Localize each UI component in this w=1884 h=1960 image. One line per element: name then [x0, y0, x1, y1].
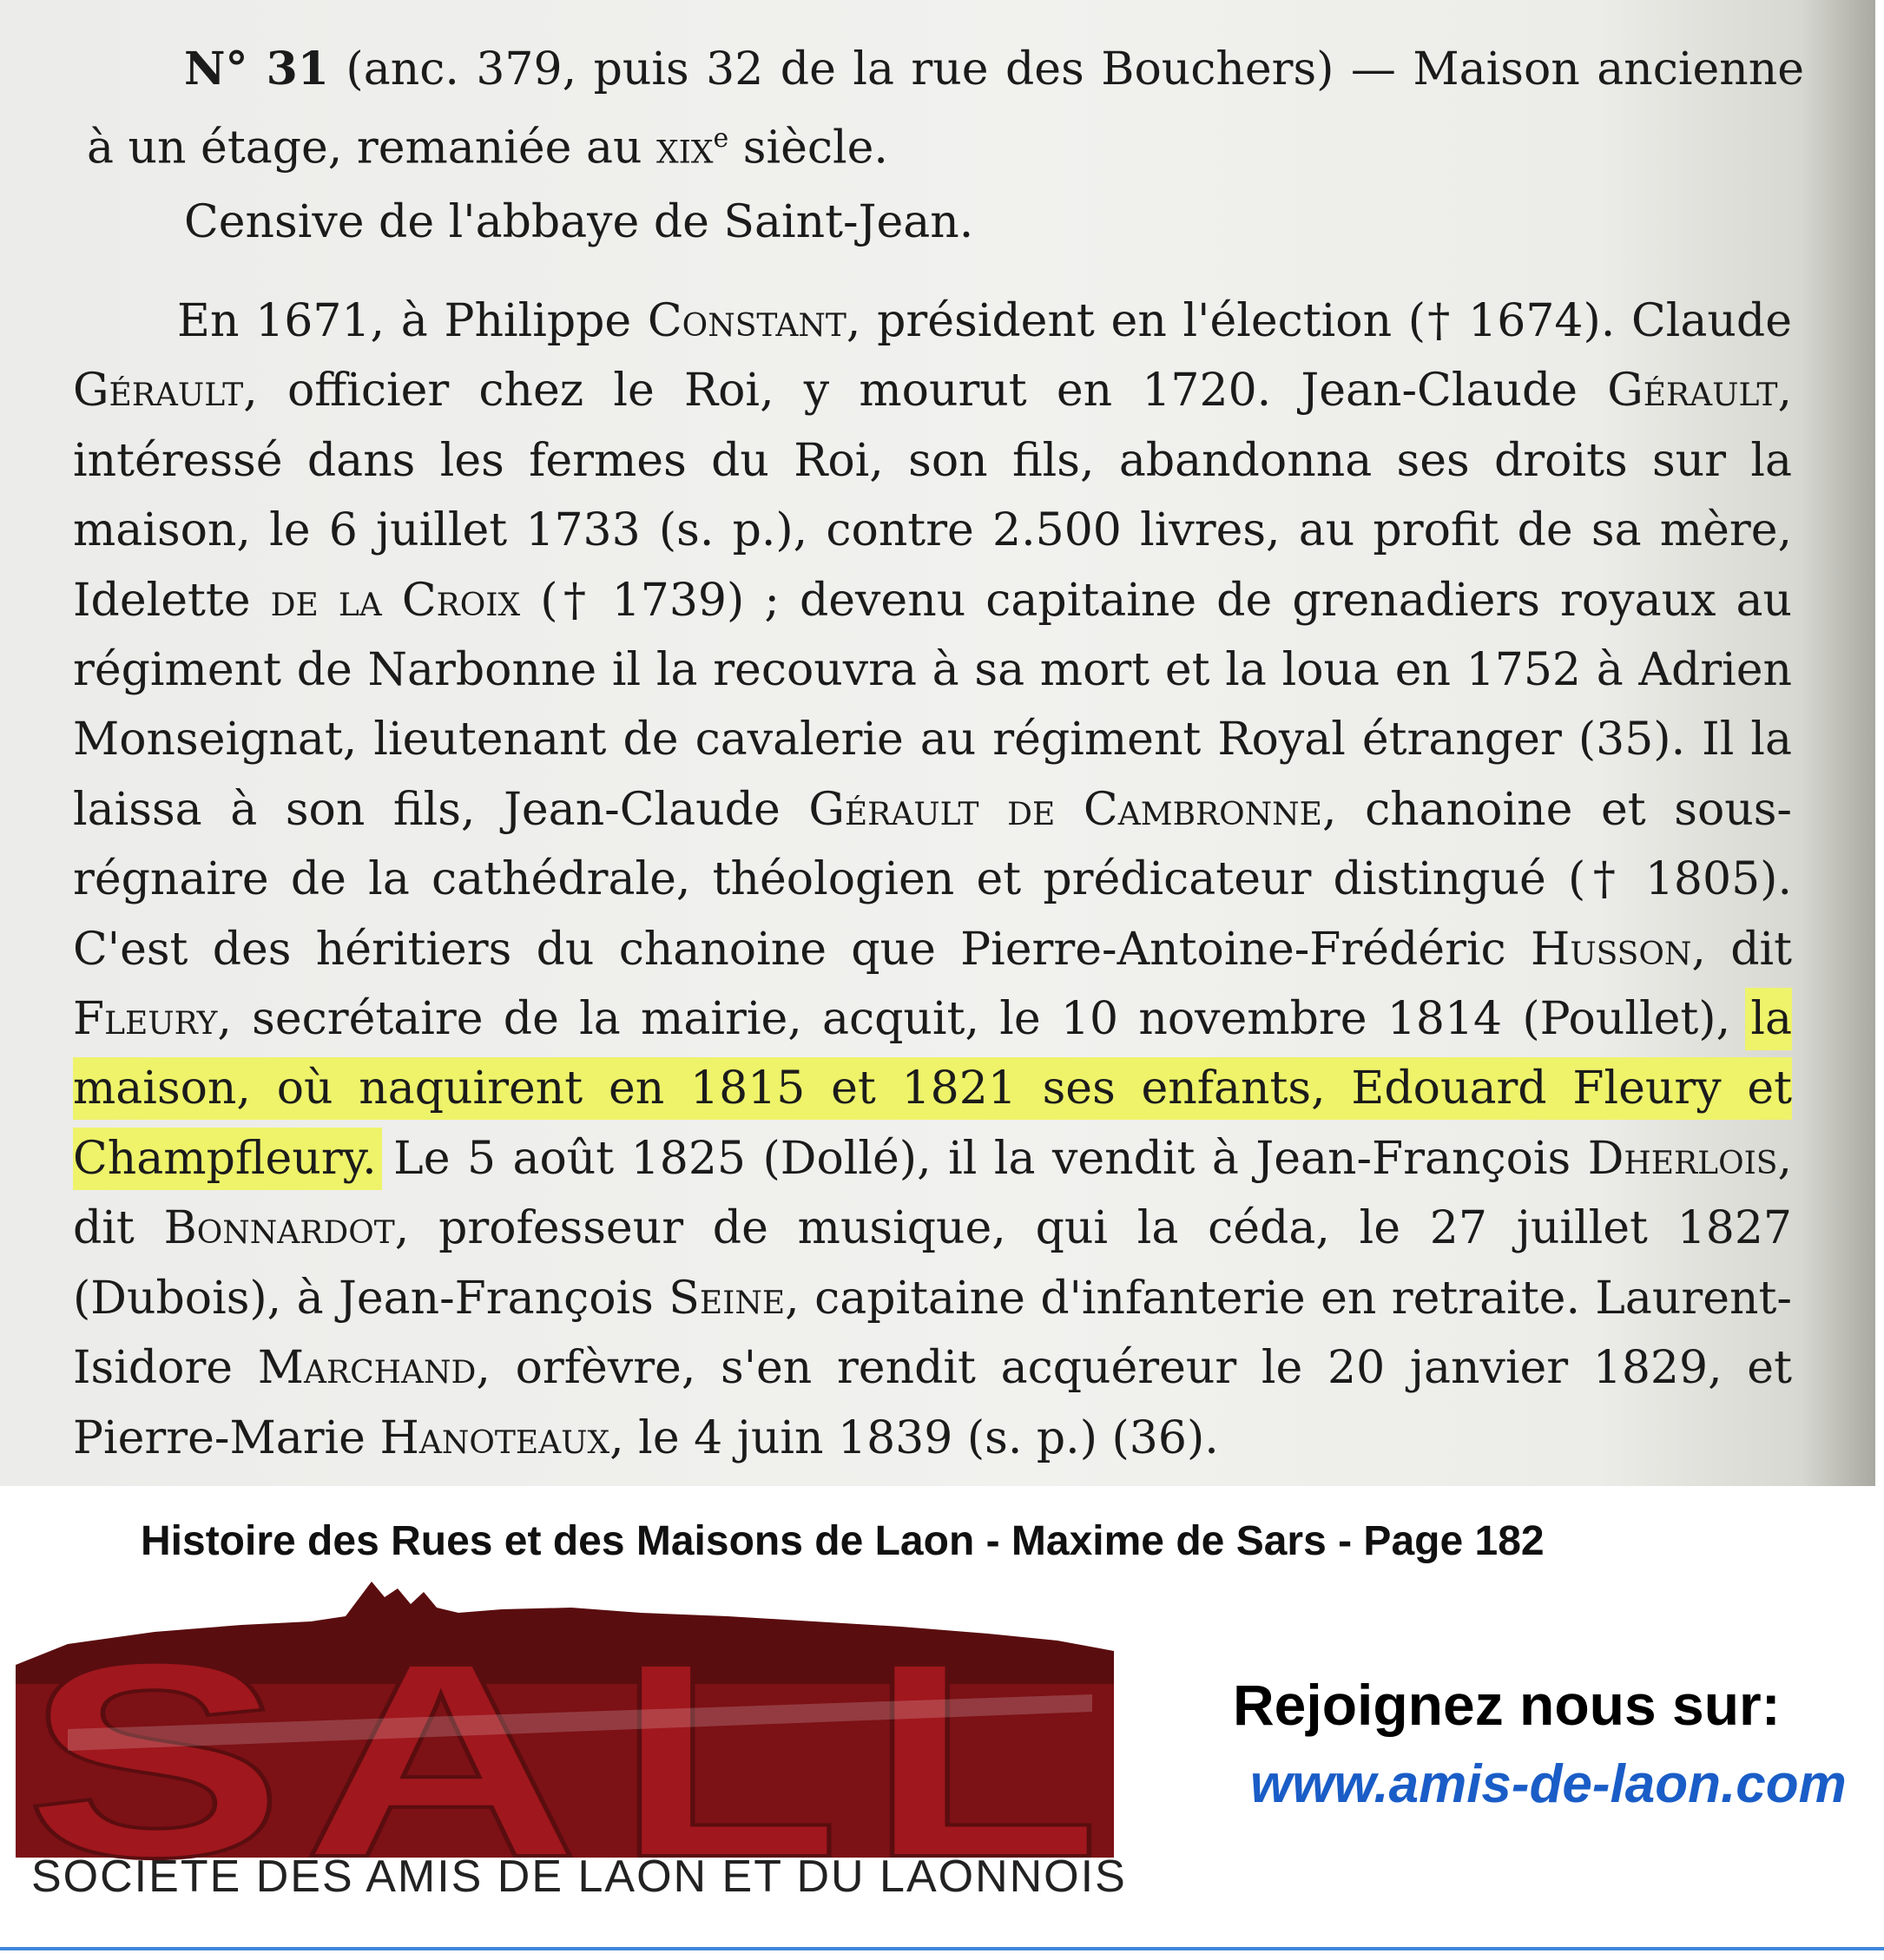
logo-letter-l2: L	[866, 1604, 1101, 1868]
logo-subtitle: SOCIETE DES AMIS DE LAON ET DU LAONNOIS	[31, 1851, 1127, 1902]
text-segment: , secrétaire de la mairie, acquit, le 10 novembre 1814 (Poullet),	[217, 993, 1751, 1046]
surname: Bonnardot	[163, 1202, 395, 1255]
text-segment: , orfèvre, s'en rendit acquéreur le 20 janvier 1829, et Pierre-Marie	[73, 1342, 1792, 1464]
surname: Gérault de Cambronne	[808, 783, 1322, 836]
logo-letter-a: A	[302, 1604, 580, 1868]
surname: Marchand	[257, 1342, 477, 1395]
surname: de la Croix	[270, 574, 521, 627]
text-segment: , officier chez le Roi, y mourut en 1720. Jean-Claude	[243, 365, 1608, 418]
surname: Constant	[647, 295, 846, 347]
text-segment: , président en l'élection († 1674). Claude	[846, 295, 1792, 347]
entry-century-suffix: e	[713, 123, 729, 155]
text-segment: , dit	[73, 1132, 1792, 1255]
surname: Dherlois	[1587, 1132, 1778, 1185]
censive-line: Censive de l'abbaye de Saint-Jean.	[184, 196, 974, 248]
entry-heading-text: (anc. 379, puis 32 de la rue des Bouchers) — Maison ancienne à un étage, remaniée au	[87, 43, 1805, 174]
text-segment: , le 4 juin 1839 (s. p.) (36).	[609, 1411, 1219, 1464]
entry-century: xix	[656, 122, 714, 174]
text-segment: , professeur de musique, qui la céda, le 27 juillet 1827 (Dubois), à Jean-François	[73, 1202, 1792, 1325]
logo-letter-s: S	[24, 1604, 285, 1868]
highlighted-passage: la maison, où naquirent en 1815 et 1821 ses enfants, Edouard Fleury et Champfleury.	[73, 993, 1792, 1185]
entry-heading-tail: siècle.	[728, 122, 888, 174]
text-segment: , capitaine d'infanterie en retraite. Laurent-Isidore	[73, 1272, 1792, 1395]
surname: Seine	[669, 1272, 786, 1325]
text-segment: , intéressé dans les fermes du Roi, son fils, abandonna ses droits sur la maison, le 6 juillet 1733 (s. p.), contre 2.500 livres, au profit de sa mère, Idelette	[73, 365, 1792, 627]
text-segment: Le 5 août 1825 (Dollé), il la vendit à Jean-François	[376, 1132, 1588, 1185]
text-segment: , dit	[1691, 923, 1793, 976]
join-us-label: Rejoignez nous sur:	[1233, 1673, 1781, 1737]
entry-number: N° 31	[184, 43, 329, 95]
history-paragraph	[73, 286, 1792, 1473]
website-link[interactable]: www.amis-de-laon.com	[1250, 1754, 1847, 1814]
text-segment: , chanoine et sous-régnaire de la cathédrale, théologien et prédicateur distingué († 1805). C'est des héritiers du chanoine que Pierre-Antoine-Frédéric	[73, 783, 1792, 976]
surname: Hanoteaux	[379, 1411, 610, 1464]
entry-heading	[87, 35, 1804, 183]
logo-letter-l1: L	[615, 1604, 840, 1868]
text-segment: († 1739) ; devenu capitaine de grenadiers royaux au régiment de Narbonne il la recouvra à sa mort et la loua en 1752 à Adrien Monseignat, lieutenant de cavalerie au régiment Royal étranger (35). Il la laissa à son fils, Jean-Claude	[73, 574, 1792, 836]
surname: Husson	[1530, 923, 1692, 976]
page-caption: Histoire des Rues et des Maisons de Laon - Maxime de Sars - Page 182	[141, 1518, 1545, 1564]
surname: Fleury	[73, 993, 218, 1046]
surname: Gérault	[73, 365, 244, 418]
surname: Gérault	[1607, 365, 1778, 418]
sall-logo	[16, 1582, 1127, 1868]
text-segment: En 1671, à Philippe	[177, 295, 648, 347]
footer-divider	[0, 1947, 1884, 1950]
